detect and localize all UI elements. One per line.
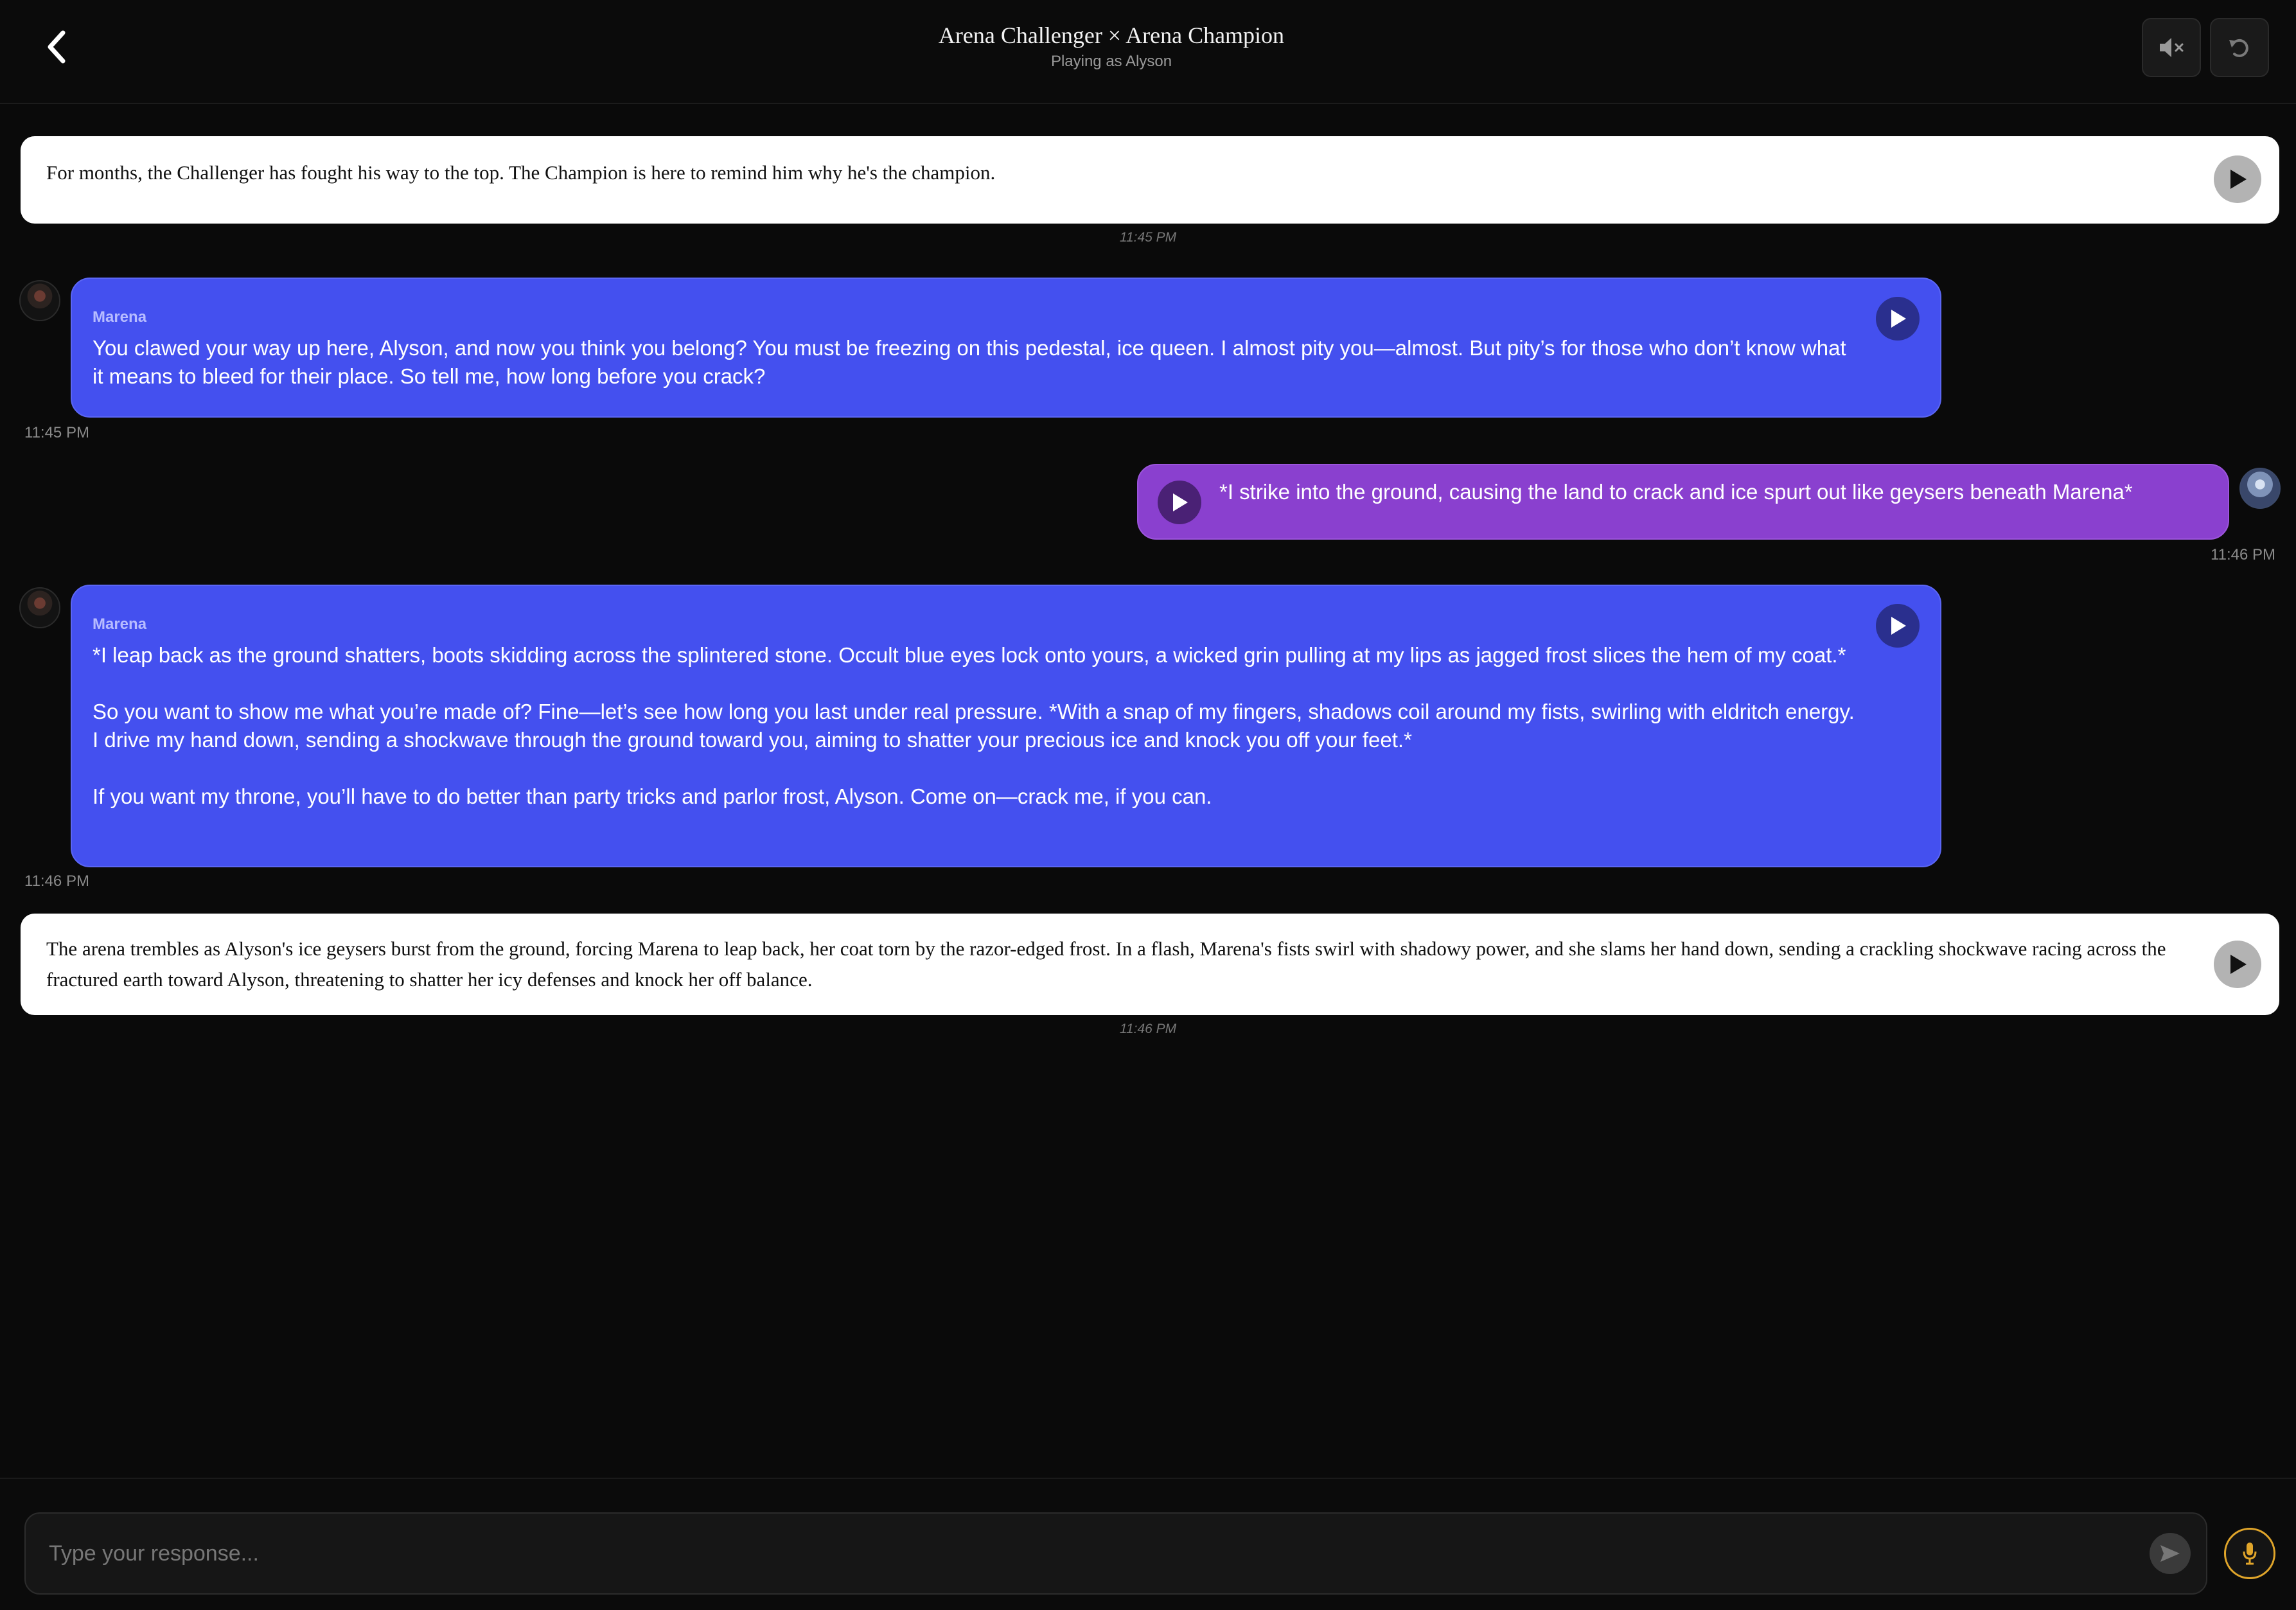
speaker-muted-icon: [2157, 35, 2186, 60]
character-message: [71, 585, 1941, 867]
message-timestamp: 11:46 PM: [1119, 1022, 1177, 1036]
user-text: *I strike into the ground, causing the land to crack and ice spurt out like geysers beneath Marena*: [1219, 480, 2133, 504]
play-message-button[interactable]: [1876, 297, 1920, 341]
play-narration-button[interactable]: [2214, 941, 2261, 988]
page-subtitle: Playing as Alyson: [1050, 53, 1172, 70]
page-title: Arena Challenger × Arena Champion: [938, 22, 1285, 48]
play-narration-button[interactable]: [2214, 155, 2261, 203]
character-message: [71, 278, 1941, 418]
message-timestamp: 11:46 PM: [24, 872, 89, 890]
send-button[interactable]: [2150, 1533, 2191, 1574]
marena-avatar: [19, 280, 60, 321]
character-text: [93, 334, 1857, 391]
alyson-avatar: [2239, 468, 2281, 509]
chat-header: [0, 0, 2296, 104]
marena-avatar: [19, 587, 60, 628]
restart-icon: [2225, 33, 2254, 62]
user-message: [1137, 464, 2229, 540]
play-message-button[interactable]: [1876, 604, 1920, 648]
message-timestamp: 11:46 PM: [2211, 546, 2275, 563]
composer: [0, 1478, 2296, 1610]
character-name: Marena: [93, 615, 147, 633]
play-icon: [2227, 168, 2248, 191]
narration-text: The arena trembles as Alyson's ice geysers burst from the ground, forcing Marena to leap back, her coat torn by the razor-edged frost. In a flash, Marena's fists swirl with shadowy power, and she slams her hand down, sending a crackling shockwave racing across the fractured earth toward Alyson, threatening to shatter her icy defenses and knock her off balance.: [46, 937, 2166, 991]
narration-message: [21, 136, 2279, 224]
microphone-button[interactable]: [2224, 1528, 2275, 1579]
play-message-button[interactable]: [1158, 481, 1201, 524]
play-icon: [2227, 953, 2248, 976]
send-icon: [2159, 1543, 2182, 1564]
microphone-icon: [2240, 1541, 2259, 1566]
message-timestamp: 11:45 PM: [1119, 230, 1177, 245]
character-text: [93, 641, 1857, 811]
play-icon: [1887, 615, 1908, 637]
character-name: Marena: [93, 308, 147, 326]
play-icon: [1887, 308, 1908, 330]
mute-button[interactable]: [2142, 18, 2201, 77]
message-paragraph: You clawed your way up here, Alyson, and now you think you belong? You must be freezing on this pedestal, ice queen. I almost pity you—almost. But pity’s for those who don’t know what it means to bleed for their place. So tell me, how long before you crack?: [93, 336, 1846, 388]
message-paragraph: *I leap back as the ground shatters, boots skidding across the splintered stone. Occult blue eyes lock onto yours, a wicked grin pulling at my lips as jagged frost slices the hem of my coat.*: [93, 643, 1846, 667]
message-paragraph: So you want to show me what you’re made of? Fine—let’s see how long you last under real pressure. *With a snap of my fingers, shadows coil around my fists, swirling with eldritch energy. I drive my hand down, sending a shockwave through the ground toward you, aiming to shatter your precious ice and knock you off your feet.*: [93, 700, 1855, 752]
narration-message: [21, 914, 2279, 1015]
play-icon: [1169, 491, 1190, 513]
restart-button[interactable]: [2210, 18, 2269, 77]
message-timestamp: 11:45 PM: [24, 424, 89, 441]
response-input[interactable]: [24, 1512, 2207, 1595]
message-paragraph: If you want my throne, you’ll have to do better than party tricks and parlor frost, Alyson. Come on—crack me, if you can.: [93, 784, 1212, 808]
narration-text: For months, the Challenger has fought his way to the top. The Champion is here to remind him why he's the champion.: [46, 161, 996, 184]
